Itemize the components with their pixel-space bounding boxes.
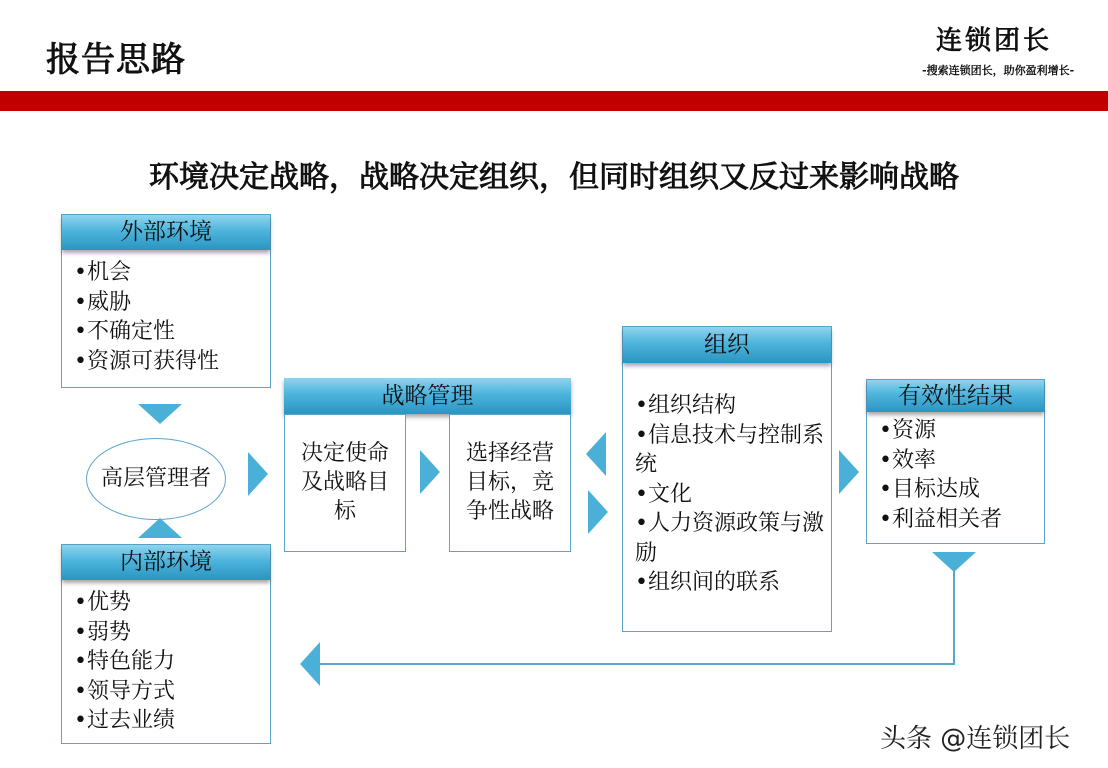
organization-title: 组织 [623,327,831,363]
strategy-step-competitive-text: 选择经营目标，竞争性战略 [465,441,554,524]
list-item: • 文化 [635,480,831,510]
brand-logo: 连锁团长 [936,26,1053,56]
list-item: • 过去业绩 [74,706,270,736]
internal-environment-title: 内部环境 [62,545,270,580]
list-item: • 目标达成 [879,475,1044,505]
list-item: • 人力资源政策与激励 [635,509,831,568]
list-item: • 特色能力 [74,647,270,677]
results-title: 有效性结果 [867,380,1044,412]
list-item: • 弱势 [74,618,270,648]
list-item: • 威胁 [74,288,270,318]
page-title: 报告思路 [46,40,186,80]
list-item: • 组织结构 [635,391,831,421]
list-item: • 效率 [879,446,1044,476]
strategy-management-title: 战略管理 [284,378,571,414]
top-manager-node: 高层管理者 [86,438,226,520]
strategy-step-mission-text: 决定使命及战略目标 [300,441,389,524]
list-item: • 机会 [74,258,270,288]
list-item: • 优势 [74,588,270,618]
diagram-headline: 环境决定战略，战略决定组织，但同时组织又反过来影响战略 [149,160,959,195]
watermark: 头条 @连锁团长 [880,724,1071,754]
arrow-left-icon [300,642,320,686]
list-item: • 资源 [879,416,1044,446]
list-item: • 领导方式 [74,677,270,707]
brand-tagline: -搜索连锁团长，助你盈利增长- [922,64,1075,77]
list-item: • 信息技术与控制系统 [635,421,831,480]
external-environment-title: 外部环境 [62,215,270,250]
list-item: • 资源可获得性 [74,347,270,377]
list-item: • 组织间的联系 [635,568,831,598]
list-item: • 利益相关者 [879,505,1044,535]
list-item: • 不确定性 [74,317,270,347]
